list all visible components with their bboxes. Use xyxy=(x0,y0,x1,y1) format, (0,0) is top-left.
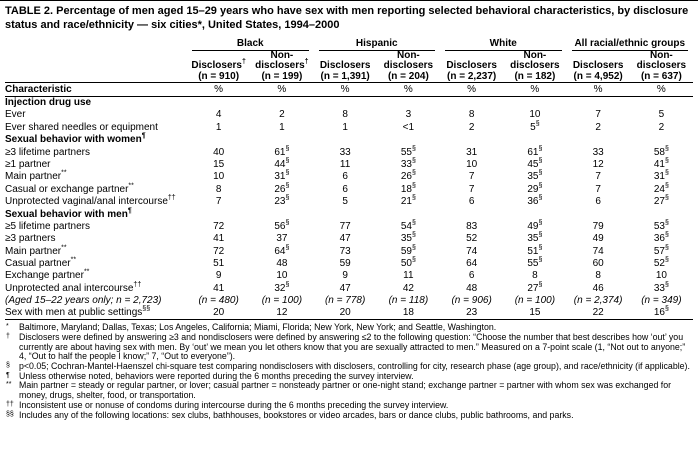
value-cell: 9 xyxy=(215,270,222,282)
value-cell: 33§ xyxy=(653,281,669,294)
group-header-row xyxy=(5,38,693,51)
value-cell: <1 xyxy=(402,121,415,133)
value-cell: 10 xyxy=(466,158,478,170)
footnote xyxy=(5,381,693,400)
value-cell: 26§ xyxy=(400,170,416,183)
value-cell: 40 xyxy=(213,146,225,158)
value-cell: 36§ xyxy=(653,231,669,245)
column-group-label: All racial/ethnic groups xyxy=(572,38,689,51)
footnote-marker: § xyxy=(6,362,10,370)
row-label: ≥5 lifetime partners xyxy=(5,220,90,232)
percent-symbol: % xyxy=(250,83,313,97)
value-cell: 7 xyxy=(595,171,601,183)
value-cell: 51 xyxy=(213,258,225,270)
table-header xyxy=(5,38,693,97)
percent-symbol: % xyxy=(567,83,630,97)
value-cell: 20 xyxy=(339,307,351,319)
footnote-marker: ** xyxy=(6,381,12,389)
value-cell: 35§ xyxy=(527,231,543,245)
footnote-marker: ¶ xyxy=(6,371,10,379)
section-row xyxy=(5,208,693,220)
table-row xyxy=(5,196,693,208)
column-header-row xyxy=(5,51,693,83)
value-cell: (n = 480) xyxy=(198,295,239,307)
footnote-text: Includes any of the following locations: sex clubs, bathhouses, bookstores or video arcades, bars or dance clubs, public bathrooms, and parks. xyxy=(19,409,574,420)
row-label: ≥3 partners xyxy=(5,233,56,245)
table-row xyxy=(5,258,693,270)
value-cell: 72 xyxy=(213,220,225,232)
column-header: Non- disclosers† (n = 199) xyxy=(255,49,309,82)
table-row xyxy=(5,183,693,195)
value-cell: 56§ xyxy=(274,219,290,232)
value-cell: 20 xyxy=(213,307,225,319)
row-label: Exchange partner** xyxy=(5,269,90,282)
value-cell: 6 xyxy=(342,183,348,195)
value-cell: 49§ xyxy=(527,219,543,232)
value-cell: 60 xyxy=(592,258,604,270)
row-label: Sex with men at public settings§§ xyxy=(5,305,151,319)
value-cell: 23§ xyxy=(274,194,290,208)
value-cell: 22 xyxy=(592,307,604,319)
value-cell: 7 xyxy=(595,183,601,195)
row-label: ≥3 lifetime partners xyxy=(5,146,90,158)
column-group-4 xyxy=(567,38,694,51)
table-row xyxy=(5,233,693,245)
value-cell: 54§ xyxy=(400,219,416,232)
value-cell: 41§ xyxy=(653,157,669,170)
value-cell: 24§ xyxy=(653,182,669,195)
table-row xyxy=(5,307,693,320)
value-cell: 59§ xyxy=(400,244,416,257)
value-cell: 49 xyxy=(592,233,604,245)
value-cell: 46 xyxy=(592,282,604,294)
value-cell: 51§ xyxy=(527,244,543,257)
percent-header-row xyxy=(5,83,693,97)
table-row xyxy=(5,282,693,294)
column-header: Disclosers (n = 2,237) xyxy=(446,60,497,82)
value-cell: (n = 349) xyxy=(641,295,682,307)
value-cell: 8 xyxy=(468,109,475,121)
row-label: Casual partner** xyxy=(5,256,77,270)
value-cell: 57§ xyxy=(653,244,669,257)
value-cell: 74 xyxy=(592,245,604,257)
value-cell: 61§ xyxy=(274,145,290,158)
footnote-text: Unless otherwise noted, behaviors were reported during the 6 months preceding the survey interview. xyxy=(19,370,414,381)
value-cell: 37 xyxy=(276,233,288,245)
value-cell: 10 xyxy=(213,171,225,183)
table-row xyxy=(5,270,693,282)
value-cell: (n = 100) xyxy=(514,295,556,307)
column-header: Disclosers (n = 4,952) xyxy=(572,60,624,82)
characteristic-column-label: Characteristic xyxy=(5,83,187,97)
value-cell: (n = 100) xyxy=(261,295,303,307)
value-cell: 5 xyxy=(342,196,348,208)
value-cell: 31 xyxy=(466,146,478,158)
percent-symbol: % xyxy=(314,83,377,97)
value-cell: 32§ xyxy=(274,281,290,294)
value-cell: 7 xyxy=(468,171,475,183)
value-cell: 41 xyxy=(213,282,225,294)
column-group-3 xyxy=(440,38,567,51)
percent-symbol: % xyxy=(503,83,566,97)
table-row xyxy=(5,146,693,158)
value-cell: 31§ xyxy=(274,170,290,183)
table-row xyxy=(5,295,693,307)
section-row xyxy=(5,134,693,146)
value-cell: 47 xyxy=(339,233,351,245)
value-cell: 33 xyxy=(339,146,351,158)
value-cell: 29§ xyxy=(527,182,543,195)
characteristic-column-spacer xyxy=(5,38,187,51)
value-cell: 58§ xyxy=(653,145,669,158)
value-cell: 21§ xyxy=(400,194,416,208)
value-cell: 4 xyxy=(215,109,222,121)
row-label: ≥1 partner xyxy=(5,158,51,170)
value-cell: 72 xyxy=(213,245,225,257)
table-row xyxy=(5,109,693,121)
value-cell: 61§ xyxy=(527,145,543,158)
value-cell: 1 xyxy=(279,121,285,133)
value-cell: 73 xyxy=(339,245,351,257)
value-cell: 9 xyxy=(342,270,348,282)
value-cell: 3 xyxy=(405,109,412,121)
value-cell: 2 xyxy=(658,121,665,133)
value-cell: 10 xyxy=(655,270,667,282)
section-label: Sexual behavior with women¶ xyxy=(5,132,146,146)
row-label: Unprotected anal intercourse†† xyxy=(5,281,142,294)
value-cell: 52§ xyxy=(653,256,669,270)
value-cell: 36§ xyxy=(527,194,543,208)
percent-symbol: % xyxy=(440,83,503,97)
section-label: Sexual behavior with men¶ xyxy=(5,207,132,220)
row-label: Ever xyxy=(5,109,26,121)
value-cell: 5§ xyxy=(530,120,540,133)
value-cell: (n = 778) xyxy=(324,295,366,307)
footnote-marker: §§ xyxy=(6,410,14,418)
value-cell: 48 xyxy=(276,258,288,270)
row-label: Unprotected vaginal/anal intercourse†† xyxy=(5,194,176,208)
value-cell: 6 xyxy=(342,171,348,183)
value-cell: 55§ xyxy=(527,256,543,270)
value-cell: 11 xyxy=(339,158,351,170)
footnote-text: Main partner = steady or regular partner, or lover; casual partner = nonsteady partner or one-night stand; exchange partner = partner with whom sex was exchanged for money, drugs, shelter, food, or transportation. xyxy=(19,380,672,401)
value-cell: 79 xyxy=(592,220,604,232)
value-cell: 27§ xyxy=(527,281,543,294)
column-group-label: Hispanic xyxy=(319,38,436,51)
value-cell: 77 xyxy=(339,220,351,232)
value-cell: 48 xyxy=(466,282,478,294)
footnote-text: Baltimore, Maryland; Dallas, Texas; Los Angeles, California; Miami, Florida; New York, New York; and Seattle, Washington. xyxy=(19,322,497,333)
table-row xyxy=(5,171,693,183)
value-cell: 16§ xyxy=(653,305,669,319)
value-cell: 15 xyxy=(213,158,225,170)
value-cell: 10 xyxy=(529,109,541,121)
value-cell: 45§ xyxy=(527,157,543,170)
value-cell: (n = 2,374) xyxy=(573,295,623,307)
value-cell: 23 xyxy=(466,307,478,319)
value-cell: 41 xyxy=(213,233,225,245)
value-cell: 1 xyxy=(342,121,348,133)
section-label: Injection drug use xyxy=(5,97,92,108)
value-cell: 18 xyxy=(402,307,414,319)
value-cell: 33 xyxy=(592,146,604,158)
value-cell: 12 xyxy=(276,307,288,319)
value-cell: 12 xyxy=(592,158,604,170)
value-cell: 33§ xyxy=(400,157,416,170)
column-group-2 xyxy=(314,38,441,51)
table-number: TABLE 2. xyxy=(5,5,54,17)
value-cell: 2 xyxy=(595,121,601,133)
value-cell: (n = 118) xyxy=(388,295,429,307)
percent-symbol: % xyxy=(187,83,250,97)
value-cell: 27§ xyxy=(653,194,669,208)
value-cell: 53§ xyxy=(653,219,669,232)
footnote xyxy=(5,333,693,362)
value-cell: 15 xyxy=(529,307,541,319)
table-caption: Percentage of men aged 15–29 years who have sex with men reporting selected behavioral characteristics, by disclosure status and race/ethnicity — six cities*, United States, 1994–2000 xyxy=(5,5,689,31)
value-cell: 35§ xyxy=(527,170,543,183)
footnote-marker: † xyxy=(6,332,10,340)
value-cell: 35§ xyxy=(400,231,416,245)
value-cell: 59 xyxy=(339,258,351,270)
value-cell: 6 xyxy=(468,196,475,208)
value-cell: 44§ xyxy=(274,157,290,170)
row-label: (Aged 15–22 years only; n = 2,723) xyxy=(5,295,162,307)
footnote-text: Inconsistent use or nonuse of condoms during intercourse during the 6 months preceding the survey interview. xyxy=(19,399,449,410)
value-cell: 74 xyxy=(466,245,478,257)
value-cell: 50§ xyxy=(400,256,416,270)
value-cell: 8 xyxy=(342,109,348,121)
column-header: Disclosers (n = 1,391) xyxy=(319,60,371,82)
row-label: Main partner** xyxy=(5,170,67,183)
column-header: Non- disclosers (n = 637) xyxy=(636,49,687,82)
column-group-label: Black xyxy=(192,38,309,51)
percent-symbol: % xyxy=(377,83,440,97)
percent-symbol: % xyxy=(630,83,693,97)
row-label: Casual or exchange partner** xyxy=(5,182,134,195)
value-cell: 18§ xyxy=(400,182,416,195)
footnote xyxy=(5,411,693,421)
value-cell: 2 xyxy=(468,121,475,133)
table-row xyxy=(5,159,693,171)
data-table xyxy=(5,38,693,321)
table-title xyxy=(5,5,693,33)
characteristic-column-spacer xyxy=(5,51,187,83)
table-row xyxy=(5,221,693,233)
value-cell: 7 xyxy=(595,109,601,121)
column-group-1 xyxy=(187,38,314,51)
footnote-text: p<0.05; Cochran-Mantel-Haenszel chi-square test comparing nondisclosers with disclosers, controlling for city, research phase (age group), and race/ethnicity (if applicable). xyxy=(19,361,690,372)
column-header: Non- disclosers (n = 204) xyxy=(383,49,434,82)
value-cell: 5 xyxy=(658,109,665,121)
value-cell: 10 xyxy=(276,270,288,282)
value-cell: 55§ xyxy=(400,145,416,158)
value-cell: 31§ xyxy=(653,170,669,183)
section-row xyxy=(5,97,693,110)
row-label: Ever shared needles or equipment xyxy=(5,121,158,133)
footnote-marker: * xyxy=(6,323,9,331)
table-row xyxy=(5,121,693,133)
footnote-marker: †† xyxy=(6,400,14,408)
column-header: Non- disclosers (n = 182) xyxy=(510,49,560,82)
value-cell: 52 xyxy=(466,233,478,245)
column-group-label: White xyxy=(445,38,562,51)
value-cell: 6 xyxy=(595,196,601,208)
value-cell: 26§ xyxy=(274,182,290,195)
value-cell: 6 xyxy=(468,270,475,282)
table-row xyxy=(5,245,693,257)
value-cell: 11 xyxy=(403,270,414,282)
value-cell: 42 xyxy=(402,282,414,294)
table-body xyxy=(5,97,693,320)
footnote-text: Disclosers were defined by answering ≥3 and nondisclosers were defined by answering ≤2 to the following question: “Choose the number that best describes how ‘out’ you currently are about having sex with men. By ‘out’ we mean you let others know that you are sexually attracted to men.” Measured on a 7-point scale (1, “Not out to anyone;” 4, “Out to half the people I know;” 7, “Out to everyone”). xyxy=(19,331,686,362)
footnotes xyxy=(5,323,693,420)
value-cell: 47 xyxy=(339,282,351,294)
column-header: Disclosers† (n = 910) xyxy=(191,58,246,82)
value-cell: (n = 906) xyxy=(451,295,492,307)
value-cell: 8 xyxy=(532,270,538,282)
value-cell: 2 xyxy=(279,109,285,121)
row-label: Main partner** xyxy=(5,244,67,257)
value-cell: 64 xyxy=(466,258,478,270)
value-cell: 7 xyxy=(215,196,222,208)
value-cell: 64§ xyxy=(274,244,290,257)
value-cell: 1 xyxy=(215,121,222,133)
value-cell: 7 xyxy=(468,183,475,195)
value-cell: 8 xyxy=(215,183,222,195)
value-cell: 83 xyxy=(466,220,478,232)
value-cell: 8 xyxy=(595,270,601,282)
